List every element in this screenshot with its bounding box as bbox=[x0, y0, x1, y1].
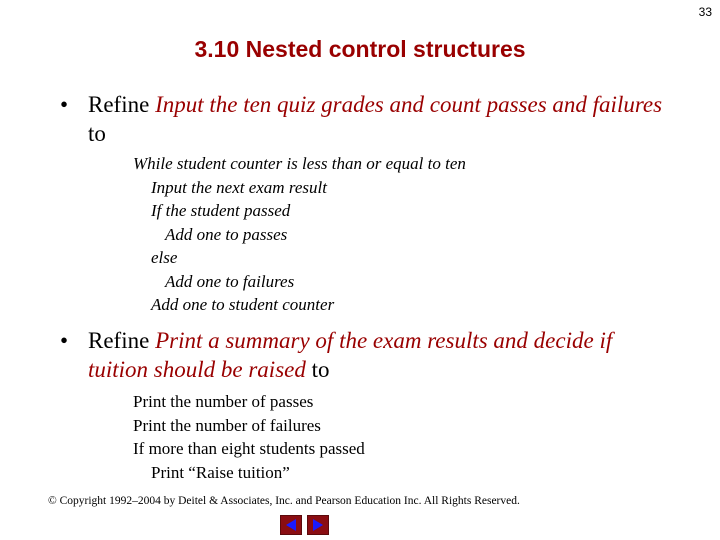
pseudocode-line: If the student passed bbox=[151, 201, 291, 220]
bullet-prefix: Refine bbox=[88, 92, 156, 117]
pseudocode-line: Print “Raise tuition” bbox=[151, 462, 290, 482]
pseudocode-line: Add one to student counter bbox=[151, 295, 335, 314]
pseudocode-line: else bbox=[151, 248, 178, 267]
bullet-suffix: to bbox=[88, 121, 106, 146]
pseudocode-line: Add one to passes bbox=[165, 224, 288, 244]
pseudocode-block-1 bbox=[133, 152, 466, 317]
bullet-marker: • bbox=[60, 92, 69, 117]
page-number: 33 bbox=[698, 5, 712, 19]
pseudocode-line: Print the number of failures bbox=[133, 415, 321, 435]
bullet-text bbox=[88, 326, 678, 384]
previous-slide-button[interactable] bbox=[280, 515, 302, 535]
pseudocode-line: Add one to failures bbox=[165, 271, 295, 291]
bullet-text bbox=[88, 90, 678, 148]
bullet-prefix: Refine bbox=[88, 328, 156, 353]
pseudocode-block-2 bbox=[133, 390, 365, 484]
next-slide-button[interactable] bbox=[307, 515, 329, 535]
pseudocode-line: While student counter is less than or equal to ten bbox=[133, 154, 466, 173]
bullet-marker: • bbox=[60, 328, 69, 353]
pseudocode-line: Print the number of passes bbox=[133, 392, 314, 411]
left-triangle-icon bbox=[281, 516, 301, 534]
pseudocode-line: Input the next exam result bbox=[151, 177, 327, 197]
bullet-emphasis: Print a summary of the exam results and decide if tuition should be raised bbox=[88, 328, 613, 382]
slide-title: 3.10 Nested control structures bbox=[194, 36, 526, 62]
bullet-emphasis: Input the ten quiz grades and count passes and failures bbox=[155, 92, 663, 117]
right-triangle-icon bbox=[308, 516, 328, 534]
copyright-notice: © Copyright 1992–2004 by Deitel & Associates, Inc. and Pearson Education Inc. All Rights Reserved. bbox=[48, 495, 520, 507]
bullet-suffix: to bbox=[305, 357, 330, 382]
pseudocode-line: If more than eight students passed bbox=[133, 439, 365, 458]
